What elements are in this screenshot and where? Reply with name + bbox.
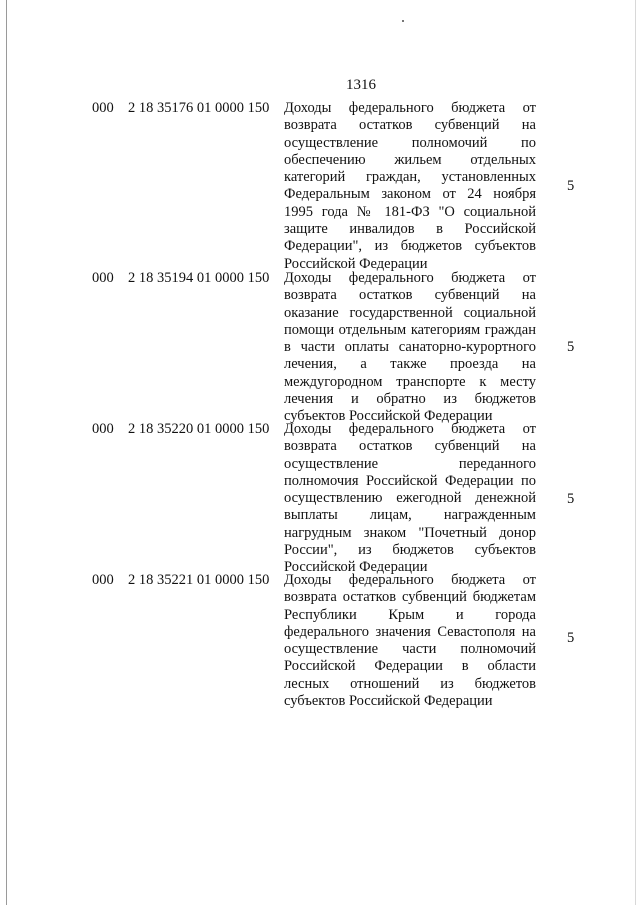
scan-edge-right [635, 0, 636, 905]
page-number: 1316 [346, 77, 376, 93]
revenue-description: Доходы федерального бюджета от возврата остатков субвенций на осуществление полномочий по обеспечению жильем отдельных категорий граждан, установленных Федеральным законом от 24 ноября 1995 года № 181-ФЗ "О социальной защите инвалидов в Российской Федерации", из бюджетов субъектов Российской Федерации [284, 100, 536, 272]
revenue-description: Доходы федерального бюджета от возврата остатков субвенций бюджетам Республики Крым и города федерального значения Севастополя на осуществление части полномочий Российской Федерации в области лесных отношений из бюджетов субъектов Российской Федерации [284, 572, 536, 710]
admin-code: 000 [92, 572, 114, 588]
revenue-description: Доходы федерального бюджета от возврата остатков субвенций на осуществление переданного полномочия Российской Федерации по осуществлению ежегодной денежной выплаты лицам, награжденным нагрудным знаком "Почетный донор России", из бюджетов субъектов Российской Федерации [284, 421, 536, 576]
admin-code: 000 [92, 270, 114, 286]
budget-classification-code: 2 18 35221 01 0000 150 [128, 572, 270, 588]
normative-value: 5 [567, 178, 575, 194]
budget-classification-code: 2 18 35220 01 0000 150 [128, 421, 270, 437]
normative-value: 5 [567, 339, 575, 355]
admin-code: 000 [92, 421, 114, 437]
budget-classification-code: 2 18 35176 01 0000 150 [128, 100, 270, 116]
admin-code: 000 [92, 100, 114, 116]
normative-value: 5 [567, 491, 575, 507]
budget-classification-code: 2 18 35194 01 0000 150 [128, 270, 270, 286]
revenue-description: Доходы федерального бюджета от возврата остатков субвенций на оказание государственной социальной помощи отдельным категориям граждан в части оплаты санаторно-курортного лечения, а также проезда на междугородном транспорте к месту лечения и обратно из бюджетов субъектов Российской Федерации [284, 270, 536, 425]
scan-edge-left [6, 0, 7, 905]
normative-value: 5 [567, 630, 575, 646]
scan-speck [402, 20, 404, 22]
